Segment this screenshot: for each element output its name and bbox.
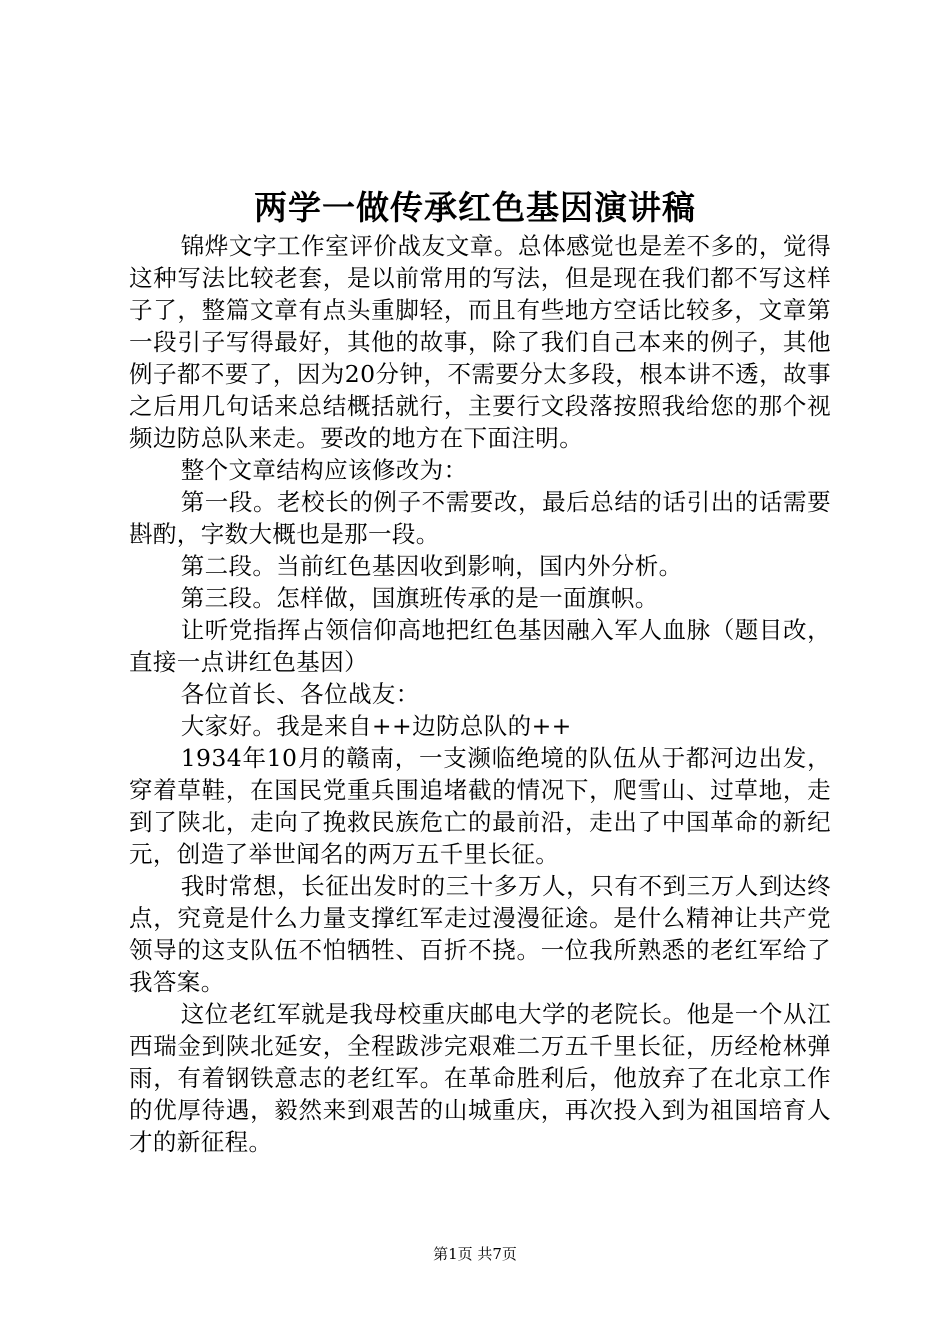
paragraph-9: 1934年10月的赣南，一支濒临绝境的队伍从于都河边出发，穿着草鞋，在国民党重兵围追堵截的情况下，爬雪山、过草地，走到了陕北，走向了挽救民族危亡的最前沿，走出了中国革命的新纪元，创造了举世闻名的两万五千里长征。 xyxy=(129,744,831,868)
paragraph-2: 整个文章结构应该修改为： xyxy=(180,456,468,484)
paragraph-3: 第一段。老校长的例子不需要改，最后总结的话引出的话需要斟酌，字数大概也是那一段。 xyxy=(129,488,831,548)
paragraph-4: 第二段。当前红色基因收到影响，国内外分析。 xyxy=(180,552,683,580)
page-footer: 第1页 共7页 xyxy=(433,1245,517,1263)
document-title: 两学一做传承红色基因演讲稿 xyxy=(254,188,696,227)
paragraph-5: 第三段。怎样做，国旗班传承的是一面旗帜。 xyxy=(180,584,659,612)
paragraph-6: 让听党指挥占领信仰高地把红色基因融入军人血脉（题目改，直接一点讲红色基因） xyxy=(129,616,831,676)
paragraph-11: 这位老红军就是我母校重庆邮电大学的老院长。他是一个从江西瑞金到陕北延安，全程跋涉完艰难二万五千里长征，历经枪林弹雨，有着钢铁意志的老红军。在革命胜利后，他放弃了在北京工作的优厚待遇，毅然来到艰苦的山城重庆，再次投入到为祖国培育人才的新征程。 xyxy=(129,1000,831,1156)
paragraph-8: 大家好。我是来自++边防总队的++ xyxy=(180,712,572,740)
paragraph-1: 锦烨文字工作室评价战友文章。总体感觉也是差不多的，觉得这种写法比较老套，是以前常用的写法，但是现在我们都不写这样子了，整篇文章有点头重脚轻，而且有些地方空话比较多，文章第一段引子写得最好，其他的故事，除了我们自己本来的例子，其他例子都不要了，因为20分钟，不需要分太多段，根本讲不透，故事之后用几句话来总结概括就行，主要行文段落按照我给您的那个视频边防总队来走。要改的地方在下面注明。 xyxy=(129,232,831,452)
document-body xyxy=(129,230,831,1158)
paragraph-7: 各位首长、各位战友： xyxy=(180,680,420,708)
paragraph-10: 我时常想，长征出发时的三十多万人，只有不到三万人到达终点，究竟是什么力量支撑红军走过漫漫征途。是什么精神让共产党领导的这支队伍不怕牺牲、百折不挠。一位我所熟悉的老红军给了我答案。 xyxy=(129,872,831,996)
